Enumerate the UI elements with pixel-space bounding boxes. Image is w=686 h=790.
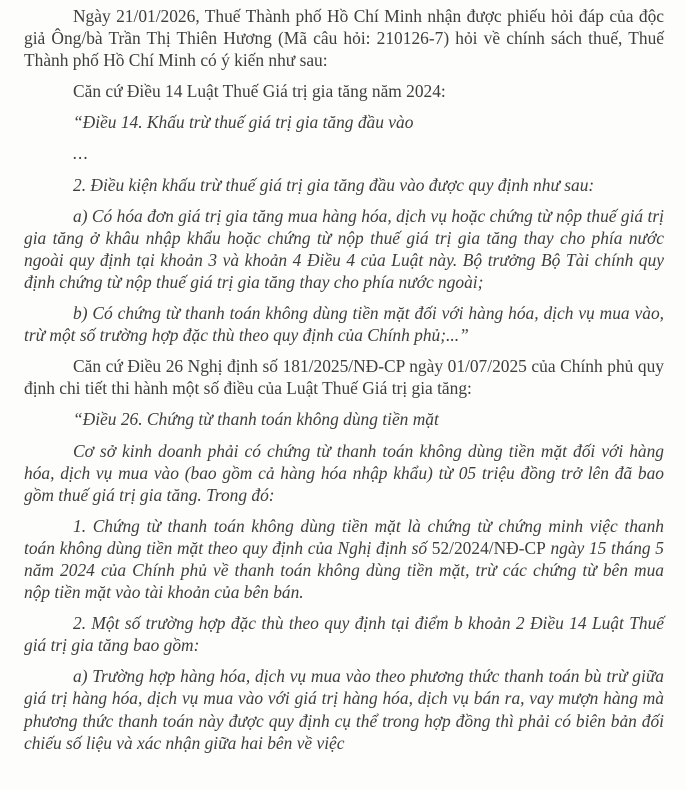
quote-ellipsis: ...	[73, 143, 90, 164]
quote-article-26-point-a: a) Trường hợp hàng hóa, dịch vụ mua vào theo phương thức thanh toán bù trừ giữa giá trị hàng hóa, dịch vụ mua vào với giá trị hàng hóa, dịch vụ bán ra, vay mượn hàng mà phương thức thanh toán này được quy định cụ thể trong hợp đồng thì phải có biên bản đối chiếu số liệu và xác nhận giữa hai bên về việc	[24, 666, 664, 753]
quote-article-26-title: “Điều 26. Chứng từ thanh toán không dùng tiền mặt	[73, 409, 439, 430]
quote-article-14-clause-2: 2. Điều kiện khấu trừ thuế giá trị gia tăng đầu vào được quy định như sau:	[73, 174, 595, 195]
quote-article-26-clause-2: 2. Một số trường hợp đặc thù theo quy định tại điểm b khoản 2 Điều 14 Luật Thuế giá trị gia tăng bao gồm:	[24, 613, 664, 656]
paragraph-intro: Ngày 21/01/2026, Thuế Thành phố Hồ Chí Minh nhận được phiếu hỏi đáp của độc giả Ông/bà Trần Thị Thiên Hương (Mã câu hỏi: 210126-7) hỏi về chính sách thuế, Thuế Thành phố Hồ Chí Minh có ý kiến như sau:	[24, 6, 664, 71]
clause-1-text-before: 1. Chứng từ thanh toán không dùng tiền mặt là chứng từ chứng minh việc thanh toán không dùng tiền mặt theo quy định của Nghị định số	[24, 515, 664, 558]
decree-52-number: 52/2024/NĐ-CP	[431, 537, 546, 558]
clause-1-text-after: ngày 15 tháng 5 năm 2024 của Chính phủ về thanh toán không dùng tiền mặt, trừ các chứng từ bên mua nộp tiền mặt vào tài khoản của bên bán.	[24, 537, 664, 603]
quote-article-26-intro: Cơ sở kinh doanh phải có chứng từ thanh toán không dùng tiền mặt đối với hàng hóa, dịch vụ mua vào (bao gồm cả hàng hóa nhập khẩu) từ 05 triệu đồng trở lên đã bao gồm thuế giá trị gia tăng. Trong đó:	[24, 440, 664, 505]
paragraph-legal-basis-decree-181: Căn cứ Điều 26 Nghị định số 181/2025/NĐ-CP ngày 01/07/2025 của Chính phủ quy định chi tiết thi hành một số điều của Luật Thuế Giá trị gia tăng:	[24, 356, 664, 399]
quote-article-26-clause-1	[24, 515, 664, 603]
quote-article-14-point-a: a) Có hóa đơn giá trị gia tăng mua hàng hóa, dịch vụ hoặc chứng từ nộp thuế giá trị gia tăng ở khâu nhập khẩu hoặc chứng từ nộp thuế giá trị gia tăng thay cho phía nước ngoài quy định tại khoản 3 và khoản 4 Điều 4 của Luật này. Bộ trưởng Bộ Tài chính quy định chứng từ nộp thuế giá trị gia tăng thay cho phía nước ngoài;	[24, 205, 664, 292]
quote-article-14-title: “Điều 14. Khấu trừ thuế giá trị gia tăng đầu vào	[73, 112, 414, 133]
quote-article-14-point-b: b) Có chứng từ thanh toán không dùng tiền mặt đối với hàng hóa, dịch vụ mua vào, trừ một số trường hợp đặc thù theo quy định của Chính phủ;...”	[24, 303, 664, 346]
paragraph-legal-basis-law-14: Căn cứ Điều 14 Luật Thuế Giá trị gia tăng năm 2024:	[73, 81, 446, 102]
